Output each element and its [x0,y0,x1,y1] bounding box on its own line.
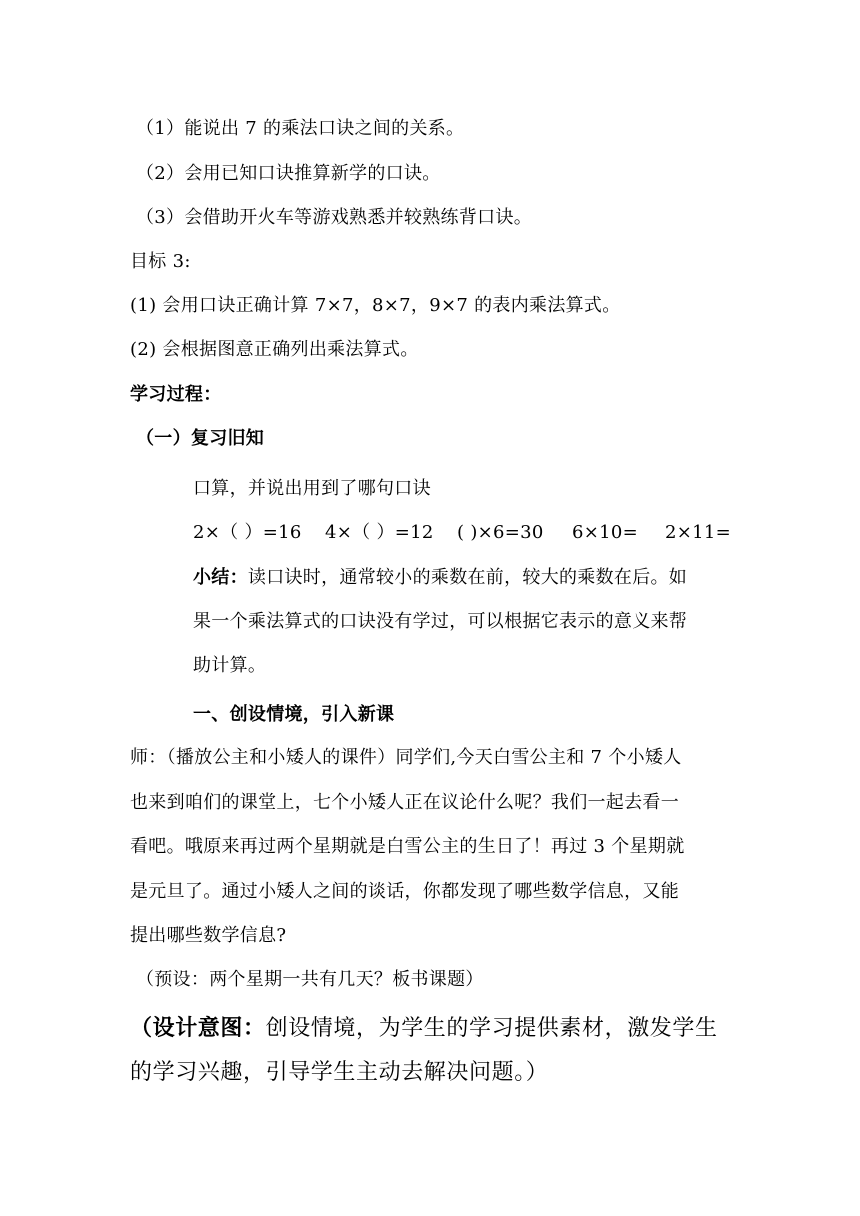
teacher-line-4: 是元旦了。通过小矮人之间的谈话，你都发现了哪些数学信息，又能 [130,881,679,902]
summary-line-1 [193,566,687,590]
summary-text-1: 读口诀时，通常较小的乘数在前，较大的乘数在后。如 [247,567,688,588]
summary-line-2: 果一个乘法算式的口诀没有学过，可以根据它表示的意义来帮 [193,611,688,632]
oral-item-3: ( )×6=30 [457,522,544,543]
oral-item-5: 2×11= [665,522,732,543]
section-heading: 一、创设情境，引入新课 [193,704,395,725]
teacher-line-1: 师：（播放公主和小矮人的课件）同学们,今天白雪公主和 7 个小矮人 [130,747,682,768]
oral-item-1: 2×（ ）=16 [193,522,302,543]
preset-line: （预设：两个星期一共有几天？板书课题） [136,969,484,990]
objective-item-1: （1）能说出 7 的乘法口诀之间的关系。 [136,118,465,139]
oral-item-2: 4×（ ）=12 [325,522,434,543]
oral-item-4: 6×10= [572,522,639,543]
summary-label: 小结： [193,567,248,588]
teacher-line-3: 看吧。哦原来再过两个星期就是白雪公主的生日了！再过 3 个星期就 [130,836,685,857]
design-intent-text-1: 创设情境，为学生的学习提供素材，激发学生 [265,1016,718,1041]
design-intent-line-2: 的学习兴趣，引导学生主动去解决问题。） [130,1060,549,1085]
oral-intro: 口算，并说出用到了哪句口诀 [193,478,431,499]
objective-3-item-1: (1) 会用口诀正确计算 7×7，8×7，9×7 的表内乘法算式。 [130,295,621,316]
design-intent-line-1 [130,1013,718,1044]
objective-item-3: （3）会借助开火车等游戏熟悉并较熟练背口诀。 [136,207,533,228]
objective-item-2: （2）会用已知口诀推算新学的口诀。 [136,163,441,184]
teacher-line-5: 提出哪些数学信息? [130,925,287,946]
review-heading: （一）复习旧知 [136,428,265,449]
objective-3-item-2: (2) 会根据图意正确列出乘法算式。 [130,339,419,360]
teacher-line-2: 也来到咱们的课堂上，七个小矮人正在议论什么呢？我们一起去看一 [130,792,679,813]
summary-line-3: 助计算。 [193,655,267,676]
oral-exercises [0,521,860,545]
process-heading: 学习过程： [130,384,222,405]
design-intent-label: （设计意图： [130,1015,266,1041]
objective-3-title: 目标 3: [130,251,191,272]
